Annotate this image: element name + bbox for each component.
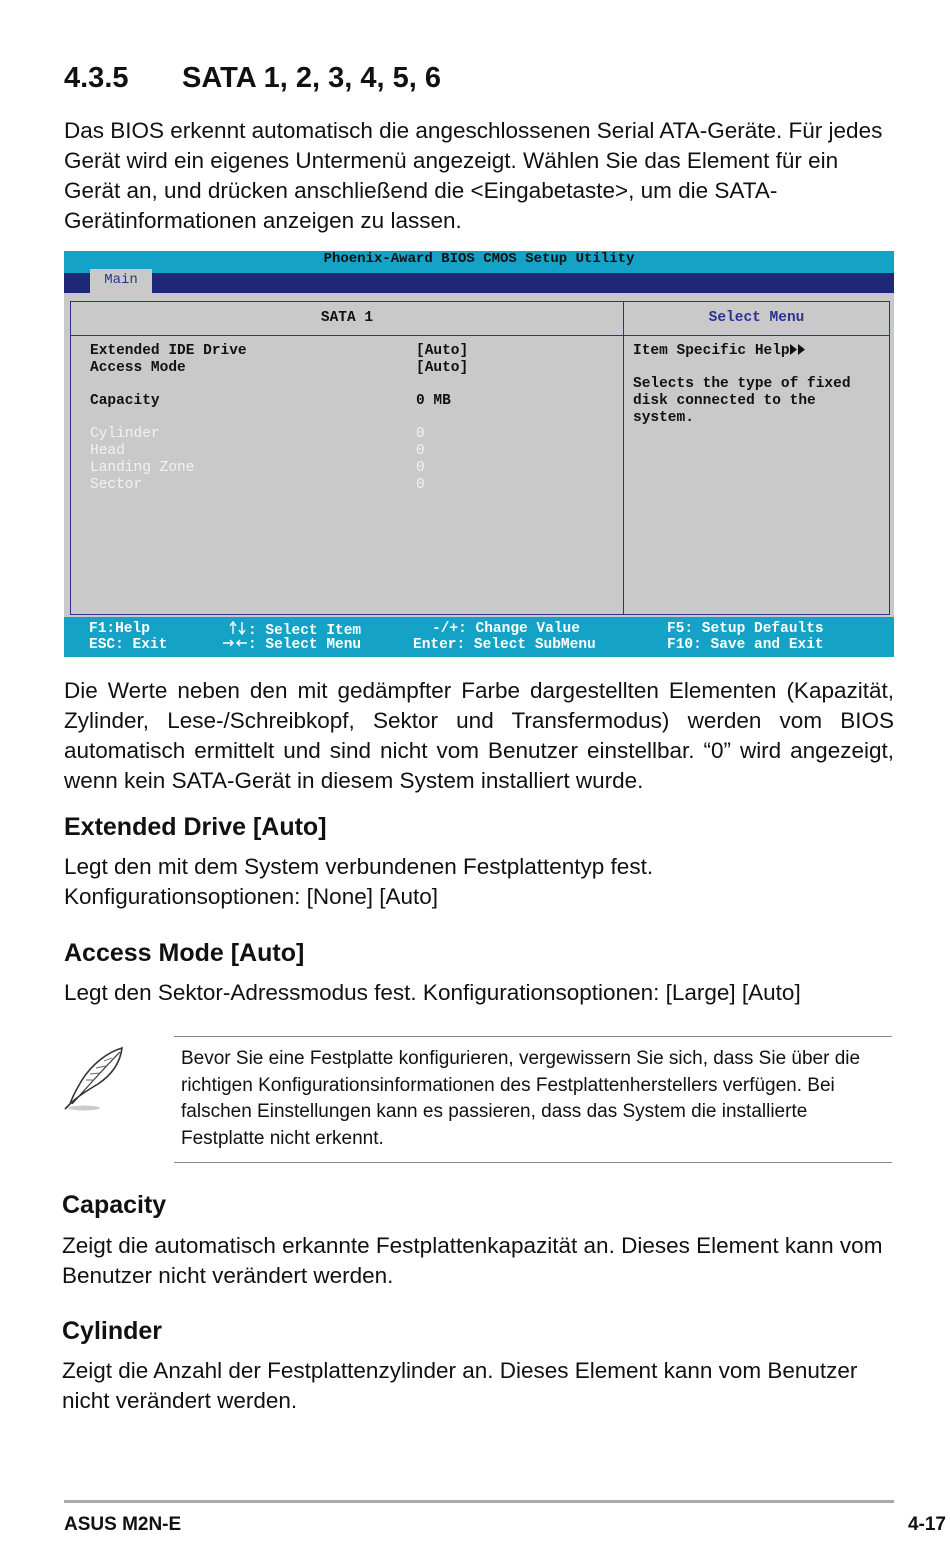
bios-help-title: Item Specific Help <box>633 343 790 359</box>
bios-help-text: Selects the type of fixed disk connected to the system. <box>633 376 851 426</box>
bios-key-f5: F5: Setup Defaults <box>667 621 824 637</box>
note-text: Bevor Sie eine Festplatte konfigurieren, vergewissern Sie sich, dass Sie über die richtigen Konfigurationsinformationen des Festplattenherstellers verfügen. Bei falschen Einstellungen kann es passieren, dass das System die installierte Festplatte nicht erkennt. <box>181 1048 861 1149</box>
section-number: 4.3.5 <box>64 62 129 94</box>
bios-panel-title: SATA 1 <box>71 302 623 336</box>
footer-product: ASUS M2N-E <box>64 1514 182 1535</box>
intro-paragraph: Das BIOS erkennt automatisch die angeschlossenen Serial ATA-Geräte. Für jedes Gerät wird ein eigenes Untermenü angezeigt. Wählen Sie das Element für ein Gerät an, und drücken anschließend die <Eingabetaste>, um die SATA-Gerätinformationen anzeigen zu lassen. <box>64 118 883 233</box>
bios-help-title-row <box>633 343 873 360</box>
up-down-arrows-icon <box>228 621 248 635</box>
bios-select-menu-label: : Select Menu <box>248 637 362 653</box>
access-mode-heading: Access Mode [Auto] <box>64 939 305 967</box>
bios-value-cylinder: 0 <box>416 426 425 442</box>
bios-panel-divider <box>623 302 624 614</box>
access-mode-text: Legt den Sektor-Adressmodus fest. Konfigurationsoptionen: [Large] [Auto] <box>64 980 801 1005</box>
bios-item-extended-ide-drive[interactable]: Extended IDE Drive <box>90 343 247 359</box>
bios-key-legend <box>64 617 894 657</box>
bios-value-landing-zone: 0 <box>416 460 425 476</box>
dimmed-items-paragraph: Die Werte neben den mit gedämpfter Farbe dargestellten Elementen (Kapazität, Zylinder, Lese-/Schreibkopf, Sektor und Transfermodus) werden vom BIOS automatisch ermittelt und sind nicht vom Benutzer einstellbar. “0” wird angezeigt, wenn kein SATA-Gerät in diesem System installiert wurde. <box>64 678 894 793</box>
feather-note-icon <box>62 1046 130 1112</box>
extended-drive-line-2: Konfigurationsoptionen: [None] [Auto] <box>64 884 439 909</box>
cylinder-heading: Cylinder <box>62 1317 163 1345</box>
bios-panel <box>70 301 890 615</box>
capacity-heading: Capacity <box>62 1191 167 1219</box>
bios-key-esc: ESC: Exit <box>89 637 168 653</box>
bios-value-sector: 0 <box>416 477 425 493</box>
bios-select-item-label: : Select Item <box>248 623 362 639</box>
bios-value-extended-ide-drive[interactable]: [Auto] <box>416 343 469 359</box>
bios-value-head: 0 <box>416 443 425 459</box>
bios-item-capacity: Capacity <box>90 393 160 409</box>
extended-drive-heading: Extended Drive [Auto] <box>64 813 327 841</box>
bios-menu-bar <box>64 273 894 293</box>
bios-value-capacity: 0 MB <box>416 393 451 409</box>
bios-key-select-menu <box>222 637 361 653</box>
bios-screen <box>64 251 894 657</box>
note-bottom-rule <box>174 1162 892 1163</box>
bios-tab-main[interactable]: Main <box>90 269 152 293</box>
bios-item-sector: Sector <box>90 477 143 493</box>
left-right-arrows-icon <box>222 637 248 649</box>
extended-drive-line-1: Legt den mit dem System verbundenen Festplattentyp fest. <box>64 854 654 879</box>
bios-title: Phoenix-Award BIOS CMOS Setup Utility <box>323 251 635 267</box>
bios-key-f1: F1:Help <box>89 621 150 637</box>
footer-rule <box>64 1500 894 1503</box>
bios-key-enter: Enter: Select SubMenu <box>413 637 596 653</box>
bios-help-header: Select Menu <box>624 302 889 336</box>
bios-key-f10: F10: Save and Exit <box>667 637 824 653</box>
note-top-rule <box>174 1036 892 1037</box>
bios-item-cylinder: Cylinder <box>90 426 160 442</box>
bios-item-access-mode[interactable]: Access Mode <box>90 360 186 376</box>
bios-item-head: Head <box>90 443 125 459</box>
bios-value-access-mode[interactable]: [Auto] <box>416 360 469 376</box>
section-heading <box>64 62 441 95</box>
cylinder-text: Zeigt die Anzahl der Festplattenzylinder an. Dieses Element kann vom Benutzer nicht verändert werden. <box>62 1358 858 1413</box>
bios-item-landing-zone: Landing Zone <box>90 460 195 476</box>
section-title: SATA 1, 2, 3, 4, 5, 6 <box>182 62 441 94</box>
bios-key-change-value: -/+: Change Value <box>432 621 580 637</box>
double-arrow-right-icon <box>790 344 806 355</box>
footer-page-number: 4-17 <box>907 1514 946 1535</box>
capacity-text: Zeigt die automatisch erkannte Festplattenkapazität an. Dieses Element kann vom Benutzer nicht verändert werden. <box>62 1233 883 1288</box>
